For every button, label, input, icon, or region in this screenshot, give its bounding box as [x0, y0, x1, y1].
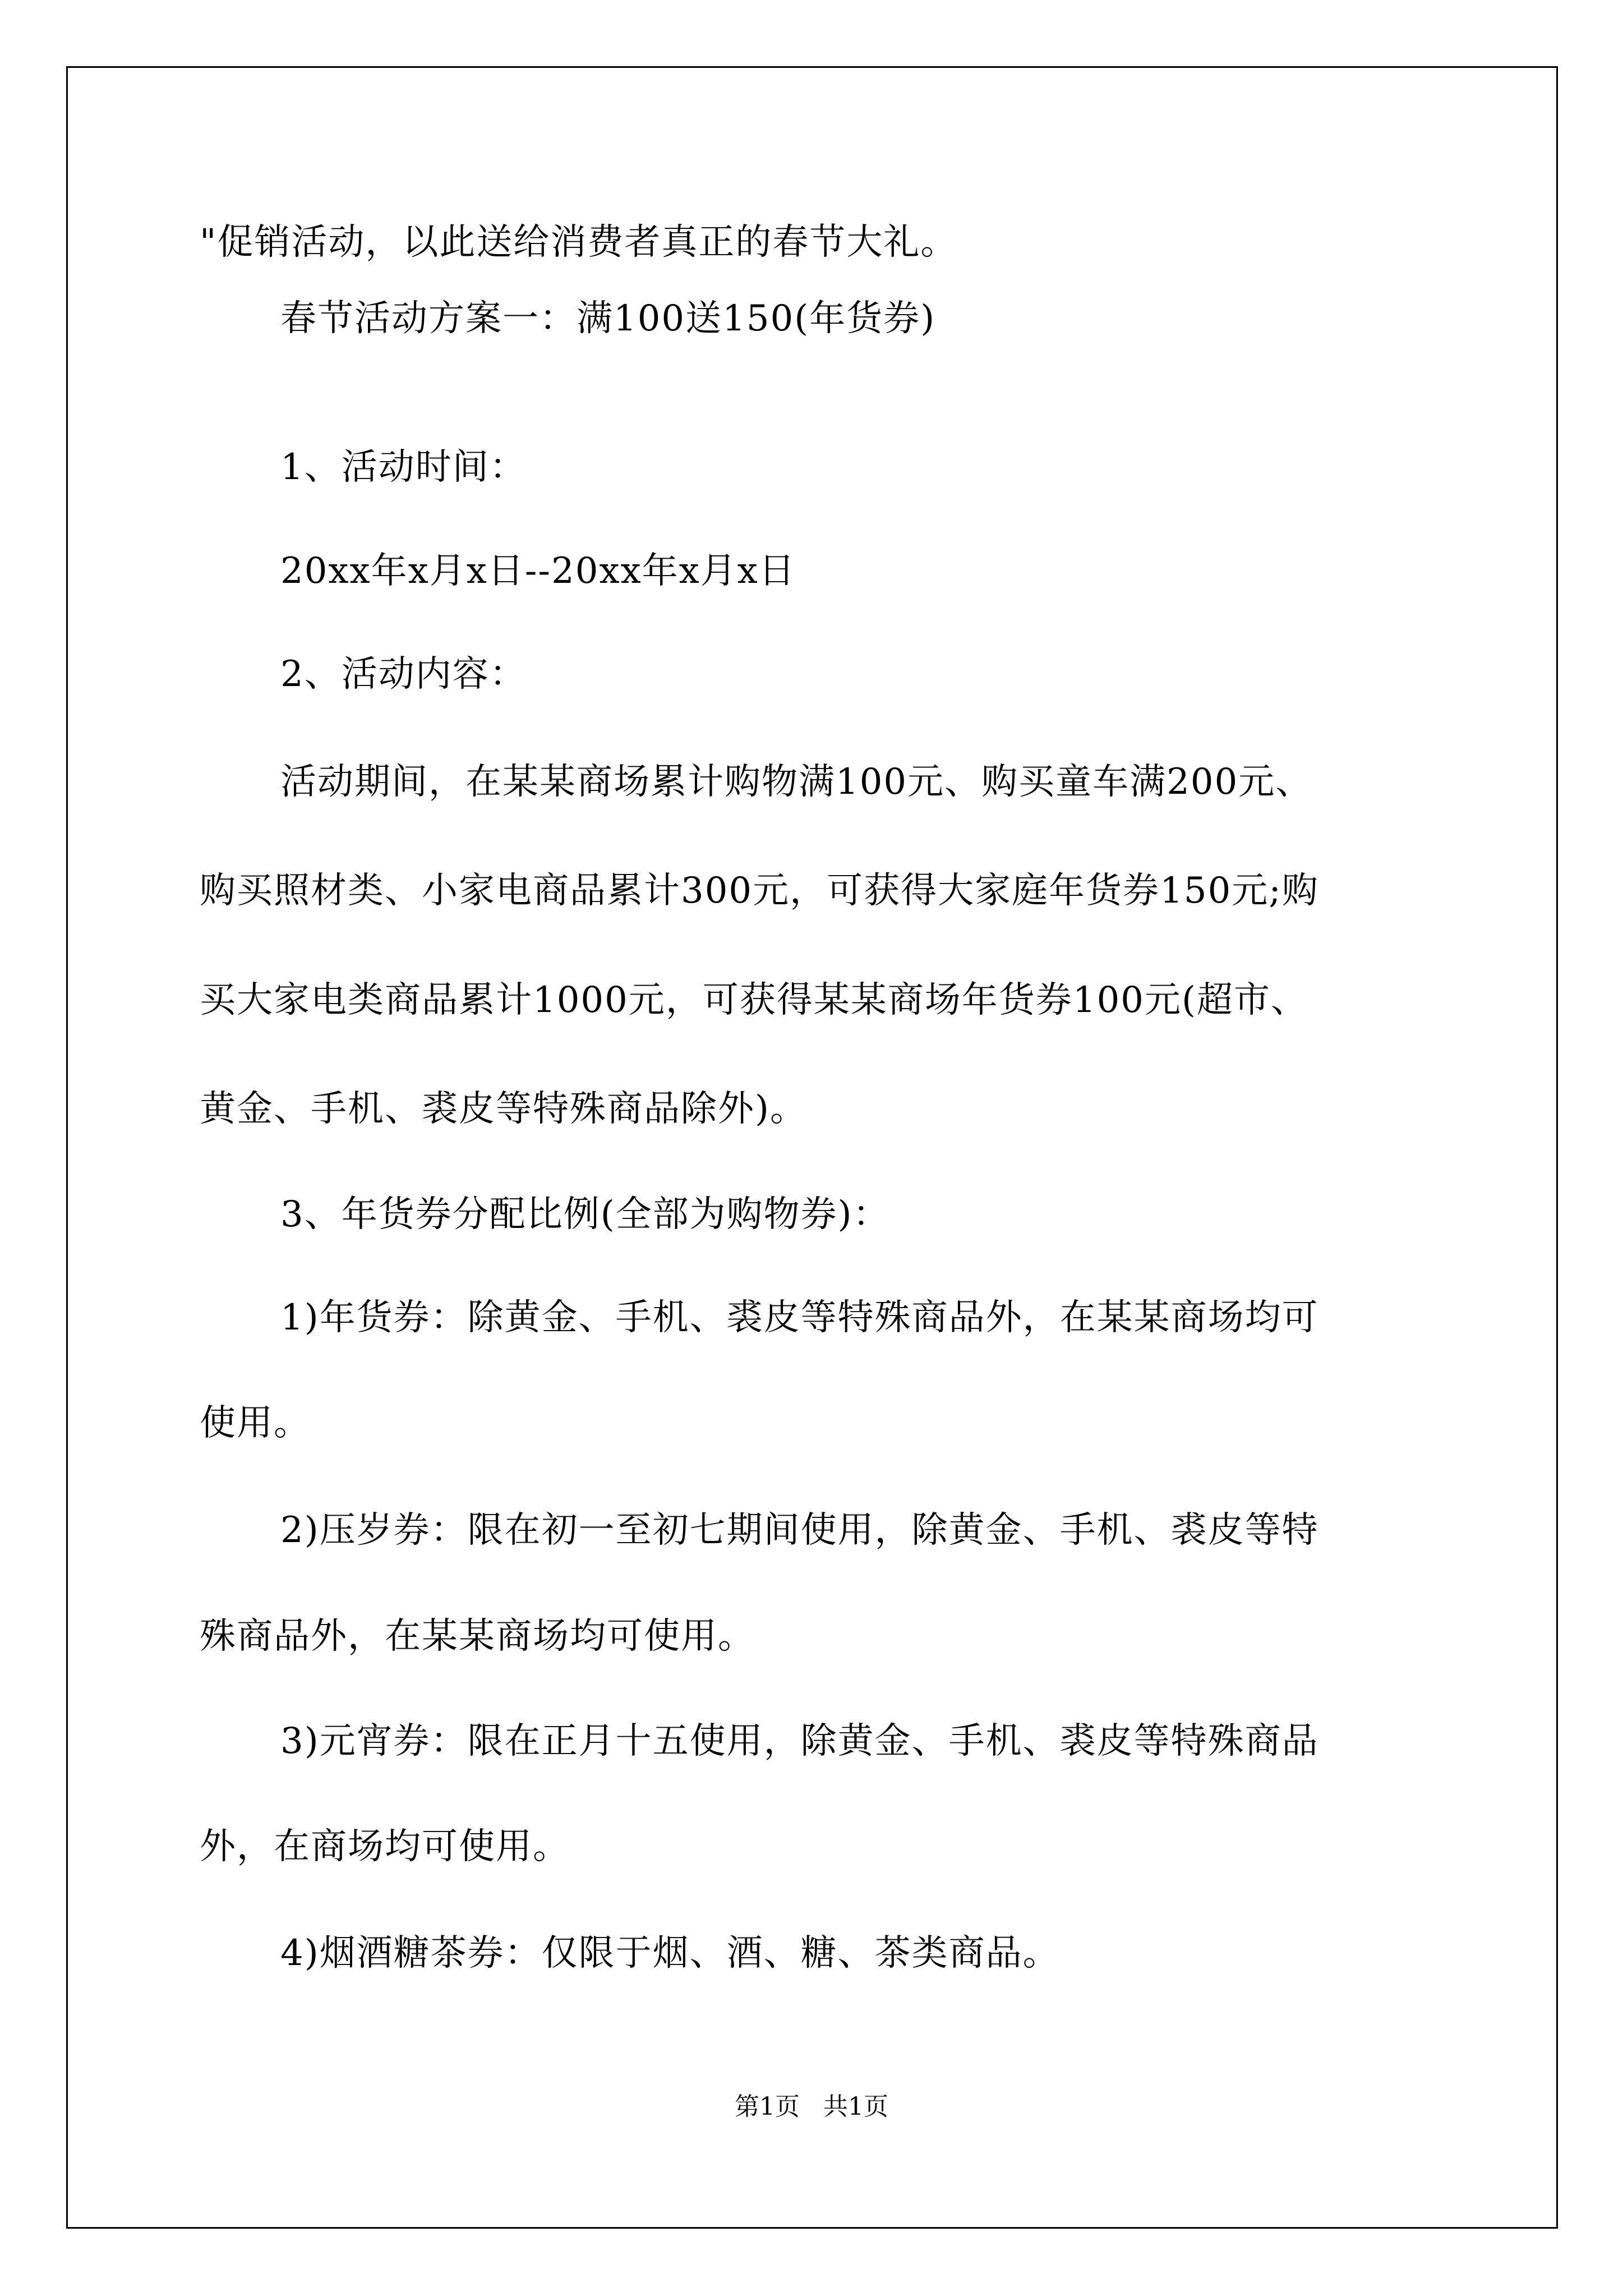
- paragraph-line: 活动期间，在某某商场累计购物满100元、购买童车满200元、: [280, 761, 1313, 803]
- paragraph-line: 3、年货券分配比例(全部为购物券)：: [280, 1194, 890, 1235]
- paragraph-line: 外，在商场均可使用。: [200, 1826, 570, 1867]
- paragraph-line: "促销活动，以此送给消费者真正的春节大礼。: [200, 222, 958, 263]
- page-number-footer: 第1页 共1页: [735, 2092, 888, 2121]
- paragraph-line: 1)年货券：除黄金、手机、裘皮等特殊商品外，在某某商场均可: [280, 1297, 1319, 1338]
- paragraph-line: 殊商品外，在某某商场均可使用。: [200, 1616, 755, 1657]
- paragraph-line: 使用。: [200, 1402, 311, 1444]
- paragraph-line: 4)烟酒糖茶券：仅限于烟、酒、糖、茶类商品。: [280, 1932, 1060, 1974]
- paragraph-line: 3)元宵券：限在正月十五使用，除黄金、手机、裘皮等特殊商品: [280, 1720, 1319, 1762]
- paragraph-line: 20xx年x月x日--20xx年x月x日: [280, 550, 796, 592]
- paragraph-line: 1、活动时间：: [280, 447, 527, 488]
- page-border: [66, 66, 1558, 2229]
- paragraph-line: 春节活动方案一：满100送150(年货券): [280, 298, 936, 339]
- paragraph-line: 买大家电类商品累计1000元，可获得某某商场年货券100元(超市、: [200, 979, 1308, 1021]
- paragraph-line: 2)压岁券：限在初一至初七期间使用，除黄金、手机、裘皮等特: [280, 1510, 1319, 1551]
- paragraph-line: 黄金、手机、裘皮等特殊商品除外)。: [200, 1088, 807, 1130]
- paragraph-line: 购买照材类、小家电商品累计300元，可获得大家庭年货券150元;购: [200, 870, 1319, 912]
- paragraph-line: 2、活动内容：: [280, 654, 527, 695]
